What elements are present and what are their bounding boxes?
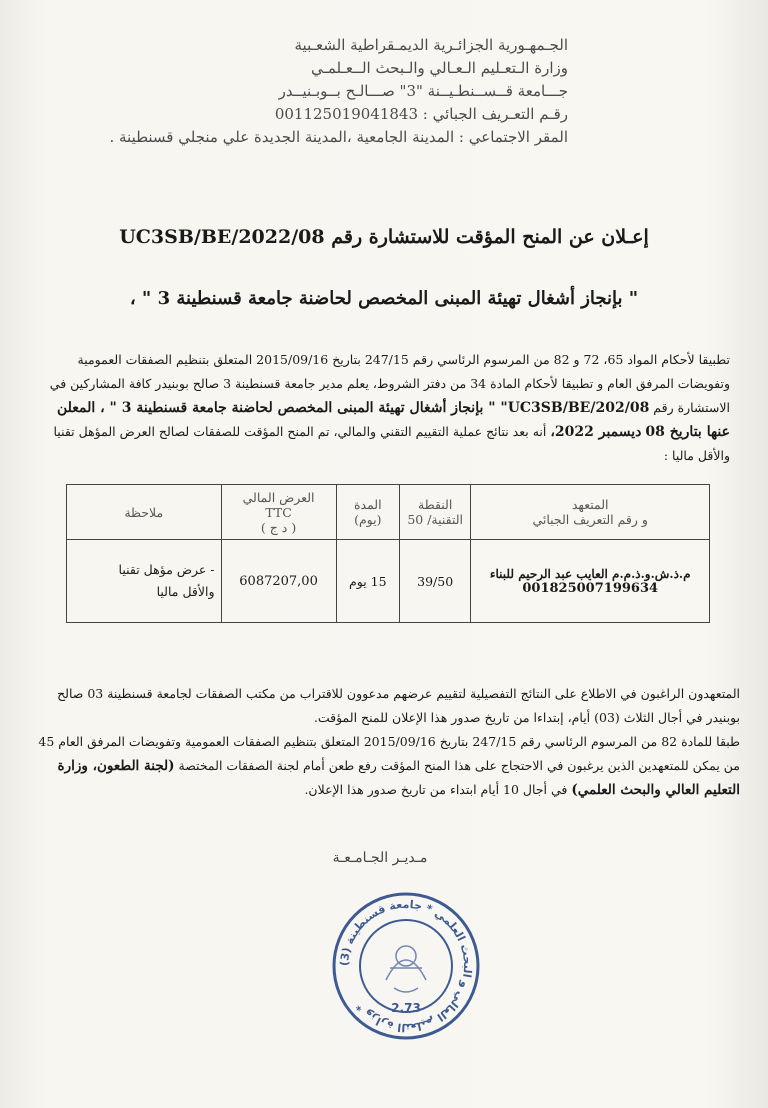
preamble-line-2: المرفق العام و تطبيقا لأحكام المادة 34 من دفتر الشروط، يعلم مدير جامعة قسنطينة 3 صالح بوبنيدر كافة المشاركين في الاستشارة رقم <box>49 376 730 415</box>
legal-preamble <box>30 348 730 468</box>
bidder-name: م.ذ.ش.و.ذ.م.م العايب عبد الرحيم للبناء <box>489 566 691 581</box>
project-name: " بإنجاز أشغال تهيئة المبنى المخصص لحاضنة جامعة قسنطينة 3 " ، <box>100 400 501 416</box>
appeal-section <box>30 682 740 802</box>
announced-date: ديسمبر 2022، <box>550 424 642 440</box>
tax-id-value: 001125019041843 <box>274 105 418 123</box>
cell-duration: 15 يوم <box>336 540 399 623</box>
cell-offer: 6087207,00 <box>221 540 336 623</box>
table-header-row <box>67 485 710 540</box>
announced-date-label: المعلن عنها بتاريخ 08 <box>56 400 730 440</box>
header-offer: العرض المالي TTC ( د ج ) <box>221 485 336 540</box>
bidder-tax-id: 001825007199634 <box>522 580 659 596</box>
header-score: النقطة التقنية/ 50 <box>399 485 470 540</box>
results-table <box>66 484 710 623</box>
tax-id-label: رقـم التعـريف الجبائي : <box>422 105 568 123</box>
address-line: المقر الاجتماعي : المدينة الجامعية ،المدينة الجديدة علي منجلي قسنطينة . <box>109 128 568 146</box>
header-duration: المدة (يوم) <box>336 485 399 540</box>
ministry-line: وزارة الـتعـليم الـعـالي والـبحث الــعـلمـي <box>310 59 568 77</box>
appeal-paragraph-1: المتعهدون الراغبون في الاطلاع على النتائج التفصيلية لتقييم عرضهم مدعوون للاقتراب من مكتب الصفقات لجامعة قسنطينة 03 صالح بوبنيدر في أجال الثلاث (03) أيام، إبتداءا من تاريخ صدور هذا الإعلان للمنح المؤقت. <box>57 686 740 725</box>
stamp-number: 2.73 <box>391 1001 421 1015</box>
tax-id-line <box>48 103 568 126</box>
announcement-title: إعـلان عن المنح المؤقت للاستشارة رقم 08/UC3SB/BE/2022 <box>119 226 649 248</box>
university-line: جـــامعة قــســنطـيــنة "3" صـــالـح بــوبـنيــدر <box>278 82 568 100</box>
preamble-line-1: تطبيقا لأحكام المواد 65، 72 و 82 من المرسوم الرئاسي رقم 247/15 بتاريخ 2015/09/16 المتعلق بتنظيم الصفقات العمومية وتفويضات <box>77 352 730 391</box>
letterhead <box>48 34 568 149</box>
evaluation-result-text: أنه بعد نتائج عملية التقييم التقني والمالي، تم المنح المؤقت للصفقات لصالح العرض المؤهل تقنيا والأقل ماليا : <box>53 424 730 463</box>
cell-bidder <box>471 540 710 623</box>
header-notes: ملاحظة <box>67 485 222 540</box>
appeal-committee: (لجنة الطعون، وزارة التعليم العالي والبحث العلمي) <box>57 758 740 798</box>
stamp-ring-text: وزارة التعليم العالي و البحث العلمي * جامعة قسنطينة (3) * <box>337 897 475 1035</box>
header-bidder: المتعهد و رقم التعريف الجبائي <box>471 485 710 540</box>
stamp-emblem <box>386 946 426 992</box>
appeal-paragraph-2: طبقا للمادة 82 من المرسوم الرئاسي رقم 247/15 بتاريخ 2015/09/16 المتعلق بتنظيم الصفقات العمومية وتفويضات المرفق العام 45 من يمكن للمتعهدين الذين يرغبون في الاحتجاج على هذا المنح المؤقت رفع طعن أمام لجنة الصفقات المختصة (لجنة الطعون، وزارة التعليم العالي والبحث العلمي) في أجال 10 أيام ابتداء من تاريخ صدور هذا الإعلان. <box>38 734 740 798</box>
republic-line: الجـمهـورية الجزائـرية الديمـقراطية الشعـبية <box>294 36 568 54</box>
announcement-subtitle: " بإنجاز أشغال تهيئة المبنى المخصص لحاضنة جامعة قسنطينة 3 " ، <box>129 288 639 309</box>
cell-note: - عرض مؤهل تقنيا والأقل ماليا <box>67 540 222 623</box>
table-row <box>67 540 710 623</box>
university-stamp <box>330 890 482 1042</box>
signer-title: مـديـر الجـامـعـة <box>332 850 428 866</box>
consultation-ref: 08/UC3SB/BE/202" <box>500 400 650 416</box>
cell-score: 39/50 <box>399 540 470 623</box>
